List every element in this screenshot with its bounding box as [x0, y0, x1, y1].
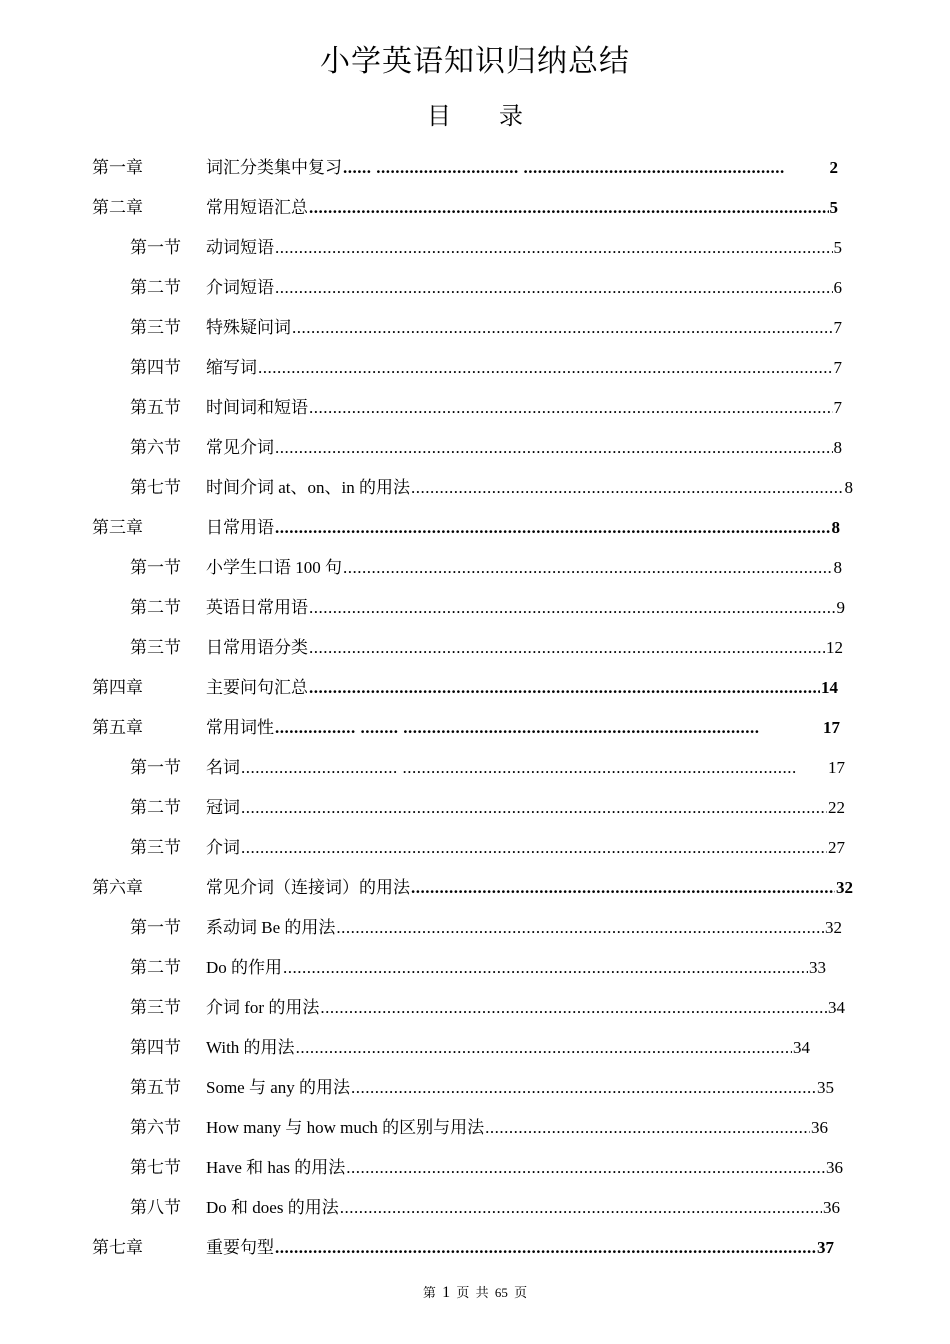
toc-page-number: 7 — [833, 358, 842, 377]
toc-page-number: 34 — [828, 998, 845, 1017]
toc-entry-line — [206, 268, 842, 308]
toc-entry-line — [206, 508, 840, 548]
toc-section[interactable] — [0, 628, 950, 668]
toc-page-number: 14 — [821, 678, 838, 697]
toc-entry-line — [206, 1108, 828, 1148]
toc-entry-line — [206, 1028, 810, 1068]
toc-section[interactable] — [0, 588, 950, 628]
toc-page-number: 37 — [817, 1238, 834, 1257]
dot-leader — [309, 668, 820, 708]
dot-leader: ................. ........ ........................................................................... — [275, 718, 760, 737]
dot-leader — [411, 868, 835, 908]
toc-heading: 目 录 — [427, 104, 523, 130]
dot-leader — [346, 1148, 825, 1188]
dot-leader — [343, 548, 833, 588]
section-number: 第三节 — [130, 638, 181, 657]
toc-entry-title: 特殊疑问词 — [206, 318, 291, 337]
toc-section[interactable] — [0, 1108, 950, 1148]
dot-leader — [258, 348, 833, 388]
chapter-number: 第二章 — [92, 198, 143, 217]
dot-leader — [340, 1188, 822, 1228]
section-number: 第一节 — [130, 758, 181, 777]
toc-page-number: 8 — [831, 518, 840, 537]
toc-section[interactable] — [0, 228, 950, 268]
toc-entry-title: 小学生口语 100 句 — [206, 558, 342, 577]
toc-page-number: 12 — [826, 638, 843, 657]
toc-section[interactable] — [0, 548, 950, 588]
toc-section[interactable] — [0, 428, 950, 468]
dot-leader — [336, 908, 824, 948]
section-number: 第二节 — [130, 278, 181, 297]
toc-page-number: 17 — [828, 758, 845, 777]
dot-leader — [241, 788, 827, 828]
section-number: 第三节 — [130, 318, 181, 337]
section-number: 第一节 — [130, 918, 181, 937]
toc-section[interactable] — [0, 348, 950, 388]
chapter-number: 第五章 — [92, 718, 143, 737]
toc-section[interactable] — [0, 1148, 950, 1188]
section-number: 第三节 — [130, 998, 181, 1017]
toc-entry-line — [206, 988, 845, 1028]
dot-leader — [241, 828, 827, 868]
section-number: 第一节 — [130, 558, 181, 577]
footer-page-number: 1 — [442, 1284, 451, 1301]
toc-entry-line — [206, 828, 845, 868]
dot-leader — [309, 388, 833, 428]
toc-entry-title: 常见介词 — [206, 438, 274, 457]
page-footer — [0, 1282, 950, 1302]
toc-entry-line — [206, 348, 842, 388]
chapter-number: 第三章 — [92, 518, 143, 537]
dot-leader — [275, 268, 833, 308]
toc-entry-title: 名词 — [206, 758, 240, 777]
toc-page-number: 22 — [828, 798, 845, 817]
toc-entry-line — [206, 908, 842, 948]
section-number: 第七节 — [130, 1158, 181, 1177]
toc-page-number: 5 — [829, 198, 838, 217]
dot-leader — [292, 308, 833, 348]
chapter-number: 第七章 — [92, 1238, 143, 1257]
dot-leader — [296, 1028, 792, 1068]
toc-page-number: 8 — [844, 478, 853, 497]
toc-section[interactable] — [0, 308, 950, 348]
dot-leader — [320, 988, 827, 1028]
toc-entry-line — [206, 628, 843, 668]
footer-middle: 页 共 — [456, 1285, 489, 1300]
toc-chapter[interactable] — [0, 668, 950, 708]
dot-leader — [275, 508, 831, 548]
chapter-number: 第一章 — [92, 158, 143, 177]
toc-page-number: 36 — [823, 1198, 840, 1217]
toc-entry-title: 英语日常用语 — [206, 598, 308, 617]
toc-chapter[interactable] — [0, 508, 950, 548]
section-number: 第四节 — [130, 358, 181, 377]
toc-entry-line — [206, 788, 845, 828]
toc-entry-line — [206, 308, 842, 348]
dot-leader: ................................. ................................................................................... — [241, 758, 797, 777]
section-number: 第二节 — [130, 598, 181, 617]
section-number: 第六节 — [130, 438, 181, 457]
section-number: 第八节 — [130, 1198, 181, 1217]
toc-section[interactable] — [0, 1188, 950, 1228]
dot-leader — [485, 1108, 810, 1148]
toc-chapter[interactable] — [0, 188, 950, 228]
dot-leader — [309, 188, 829, 228]
toc-entry-title: 介词 for 的用法 — [206, 998, 320, 1017]
section-number: 第一节 — [130, 238, 181, 257]
toc-entry-title: 日常用语 — [206, 518, 274, 537]
toc-page-number: 6 — [833, 278, 842, 297]
section-number: 第四节 — [130, 1038, 181, 1057]
toc-entry-line — [206, 428, 842, 468]
toc-entry-title: Have 和 has 的用法 — [206, 1158, 346, 1177]
dot-leader — [283, 948, 808, 988]
toc-entry-line — [206, 148, 838, 188]
toc-entry-title: 系动词 Be 的用法 — [206, 918, 336, 937]
dot-leader — [411, 468, 844, 508]
dot-leader — [275, 1228, 816, 1268]
toc-entry-title: Do 的作用 — [206, 958, 283, 977]
toc-page-number: 17 — [823, 718, 840, 737]
toc-page-number: 7 — [833, 318, 842, 337]
toc-entry-title: 日常用语分类 — [206, 638, 308, 657]
toc-page-number: 35 — [817, 1078, 834, 1097]
toc-entry-title: 常用词性 — [206, 718, 274, 737]
toc-entry-line — [206, 1068, 834, 1108]
toc-section[interactable] — [0, 948, 950, 988]
toc-entry-line — [206, 868, 853, 908]
toc-entry-title: 时间词和短语 — [206, 398, 308, 417]
toc-entry-title: 动词短语 — [206, 238, 274, 257]
dot-leader — [309, 628, 825, 668]
dot-leader — [351, 1068, 816, 1108]
toc-chapter[interactable] — [0, 708, 950, 748]
toc-entry-title: 主要问句汇总 — [206, 678, 308, 697]
chapter-number: 第四章 — [92, 678, 143, 697]
section-number: 第六节 — [130, 1118, 181, 1137]
toc-section[interactable] — [0, 828, 950, 868]
toc-chapter[interactable] — [0, 1228, 950, 1268]
toc-page-number: 5 — [833, 238, 842, 257]
dot-leader — [275, 428, 833, 468]
footer-prefix: 第 — [422, 1285, 436, 1300]
toc-entry-title: With 的用法 — [206, 1038, 295, 1057]
toc-page-number: 34 — [793, 1038, 810, 1057]
chapter-number: 第六章 — [92, 878, 143, 897]
toc-entry-line — [206, 588, 845, 628]
toc-page-number: 32 — [836, 878, 853, 897]
toc-section[interactable] — [0, 468, 950, 508]
toc-entry-title: 常见介词（连接词）的用法 — [206, 878, 410, 897]
toc-entry-title: 常用短语汇总 — [206, 198, 308, 217]
document-title: 小学英语知识归纳总结 — [320, 45, 630, 78]
dot-leader — [309, 588, 836, 628]
toc-entry-title: 词汇分类集中复习 — [206, 158, 342, 177]
toc-section[interactable] — [0, 1068, 950, 1108]
toc-section[interactable] — [0, 748, 950, 788]
toc-page-number: 7 — [833, 398, 842, 417]
toc-entry-line — [206, 1188, 840, 1228]
toc-entry-title: 时间介词 at、on、in 的用法 — [206, 478, 410, 497]
toc-entry-title: 介词 — [206, 838, 240, 857]
footer-suffix: 页 — [514, 1285, 528, 1300]
toc-entry-line — [206, 948, 826, 988]
dot-leader: ...... .............................. ....................................................... — [343, 158, 785, 177]
toc-entry-title: How many 与 how much 的区别与用法 — [206, 1118, 485, 1137]
toc-section[interactable] — [0, 1028, 950, 1068]
toc-section[interactable] — [0, 988, 950, 1028]
toc-page-number: 36 — [826, 1158, 843, 1177]
toc-entry-title: Some 与 any 的用法 — [206, 1078, 351, 1097]
toc-entry-title: 冠词 — [206, 798, 240, 817]
toc-entry-title: Do 和 does 的用法 — [206, 1198, 339, 1217]
toc-entry-line — [206, 668, 838, 708]
section-number: 第二节 — [130, 798, 181, 817]
toc-section[interactable] — [0, 388, 950, 428]
toc-entry-line — [206, 708, 840, 748]
section-number: 第七节 — [130, 478, 181, 497]
section-number: 第五节 — [130, 398, 181, 417]
toc-section[interactable] — [0, 908, 950, 948]
toc-entry-line — [206, 388, 842, 428]
toc-page-number: 27 — [828, 838, 845, 857]
toc-page-number: 9 — [836, 598, 845, 617]
toc-page-number: 2 — [829, 158, 838, 177]
toc-page-number: 8 — [833, 438, 842, 457]
toc-page-number: 33 — [809, 958, 826, 977]
toc-page-number: 8 — [833, 558, 842, 577]
toc-entry-title: 缩写词 — [206, 358, 257, 377]
toc-page-number: 32 — [825, 918, 842, 937]
toc-chapter[interactable] — [0, 868, 950, 908]
toc-entry-line — [206, 468, 853, 508]
toc-entry-title: 重要句型 — [206, 1238, 274, 1257]
footer-total-pages: 65 — [494, 1285, 508, 1300]
section-number: 第五节 — [130, 1078, 181, 1097]
toc-entry-line — [206, 1228, 834, 1268]
section-number: 第二节 — [130, 958, 181, 977]
toc-entry-line — [206, 188, 838, 228]
toc-page-number: 36 — [811, 1118, 828, 1137]
toc-section[interactable] — [0, 268, 950, 308]
toc-section[interactable] — [0, 788, 950, 828]
toc-chapter[interactable] — [0, 148, 950, 188]
toc-entry-line — [206, 1148, 843, 1188]
toc-entry-line — [206, 548, 842, 588]
toc-entry-line — [206, 228, 842, 268]
toc-entry-title: 介词短语 — [206, 278, 274, 297]
section-number: 第三节 — [130, 838, 181, 857]
dot-leader — [275, 228, 833, 268]
toc-entry-line — [206, 748, 845, 788]
